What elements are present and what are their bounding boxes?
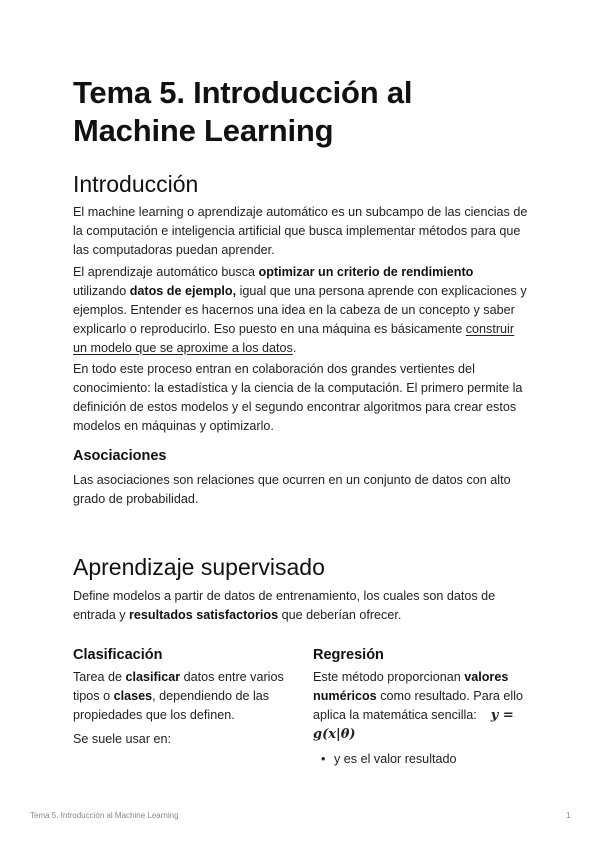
- clasificacion-paragraph: Tarea de clasificar datos entre varios tipos o clases, dependiendo de las propiedades que los definen.: [73, 670, 284, 722]
- bold-text: datos de ejemplo,: [129, 284, 237, 298]
- intro-paragraph-2: El aprendizaje automático busca optimizar un criterio de rendimiento utilizando datos de ejemplo, igual que una persona aprende con explicaciones y ejemplos. Entender es hacernos una idea en la cabeza de un concepto y saber explicarlo o reproducirlo. Eso puesto en una máquina es básicamente construir un modelo que se aproxime a los datos.: [73, 265, 527, 355]
- formula: g(x|θ): [313, 727, 356, 742]
- clasificacion-usage: Se suele usar en:: [73, 732, 172, 746]
- regresion-list: [313, 750, 533, 769]
- page-number: 1: [566, 811, 571, 820]
- supervisado-paragraph: Define modelos a partir de datos de entrenamiento, los cuales son datos de entrada y resultados satisfactorios que deberían ofrecer.: [73, 589, 496, 622]
- intro-paragraph-1: El machine learning o aprendizaje automático es un subcampo de las ciencias de la computación e inteligencia artificial que busca implementar métodos para que las computadoras puedan aprender.: [73, 205, 528, 257]
- bold-text: clases: [113, 689, 153, 703]
- bold-text: clasificar: [125, 670, 181, 684]
- subsection-heading-asociaciones: Asociaciones: [73, 448, 167, 464]
- section-heading-supervisado: Aprendizaje supervisado: [73, 554, 325, 580]
- intro-paragraph-3: En todo este proceso entran en colaboración dos grandes vertientes del conocimiento: la estadística y la ciencia de la computación. El primero permite la definición de estos modelos y el segundo encontrar algoritmos para crear estos modelos en máquinas y optimizarlo.: [73, 362, 523, 433]
- underlined-text: construir un modelo que se aproxime a los datos: [73, 322, 515, 355]
- bold-text: resultados satisfactorios: [129, 608, 279, 622]
- footer-title: Tema 5. Introducción al Machine Learning: [30, 811, 179, 820]
- bold-text: optimizar un criterio de rendimiento: [258, 265, 474, 279]
- asociaciones-paragraph: Las asociaciones son relaciones que ocurren en un conjunto de datos con alto grado de probabilidad.: [73, 473, 511, 506]
- subsection-heading-clasificacion: Clasificación: [73, 647, 163, 663]
- page-title: Tema 5. Introducción al Machine Learning: [73, 75, 413, 148]
- list-item: • y es el valor resultado: [313, 750, 533, 769]
- subsection-heading-regresion: Regresión: [313, 647, 384, 663]
- bold-text: valores numéricos: [313, 670, 509, 703]
- section-heading-introduccion: Introducción: [73, 171, 199, 197]
- formula: y =: [490, 708, 514, 723]
- regresion-paragraph: Este método proporcionan valores numéricos como resultado. Para ello aplica la matemática sencilla: y = g(x|θ): [313, 670, 524, 742]
